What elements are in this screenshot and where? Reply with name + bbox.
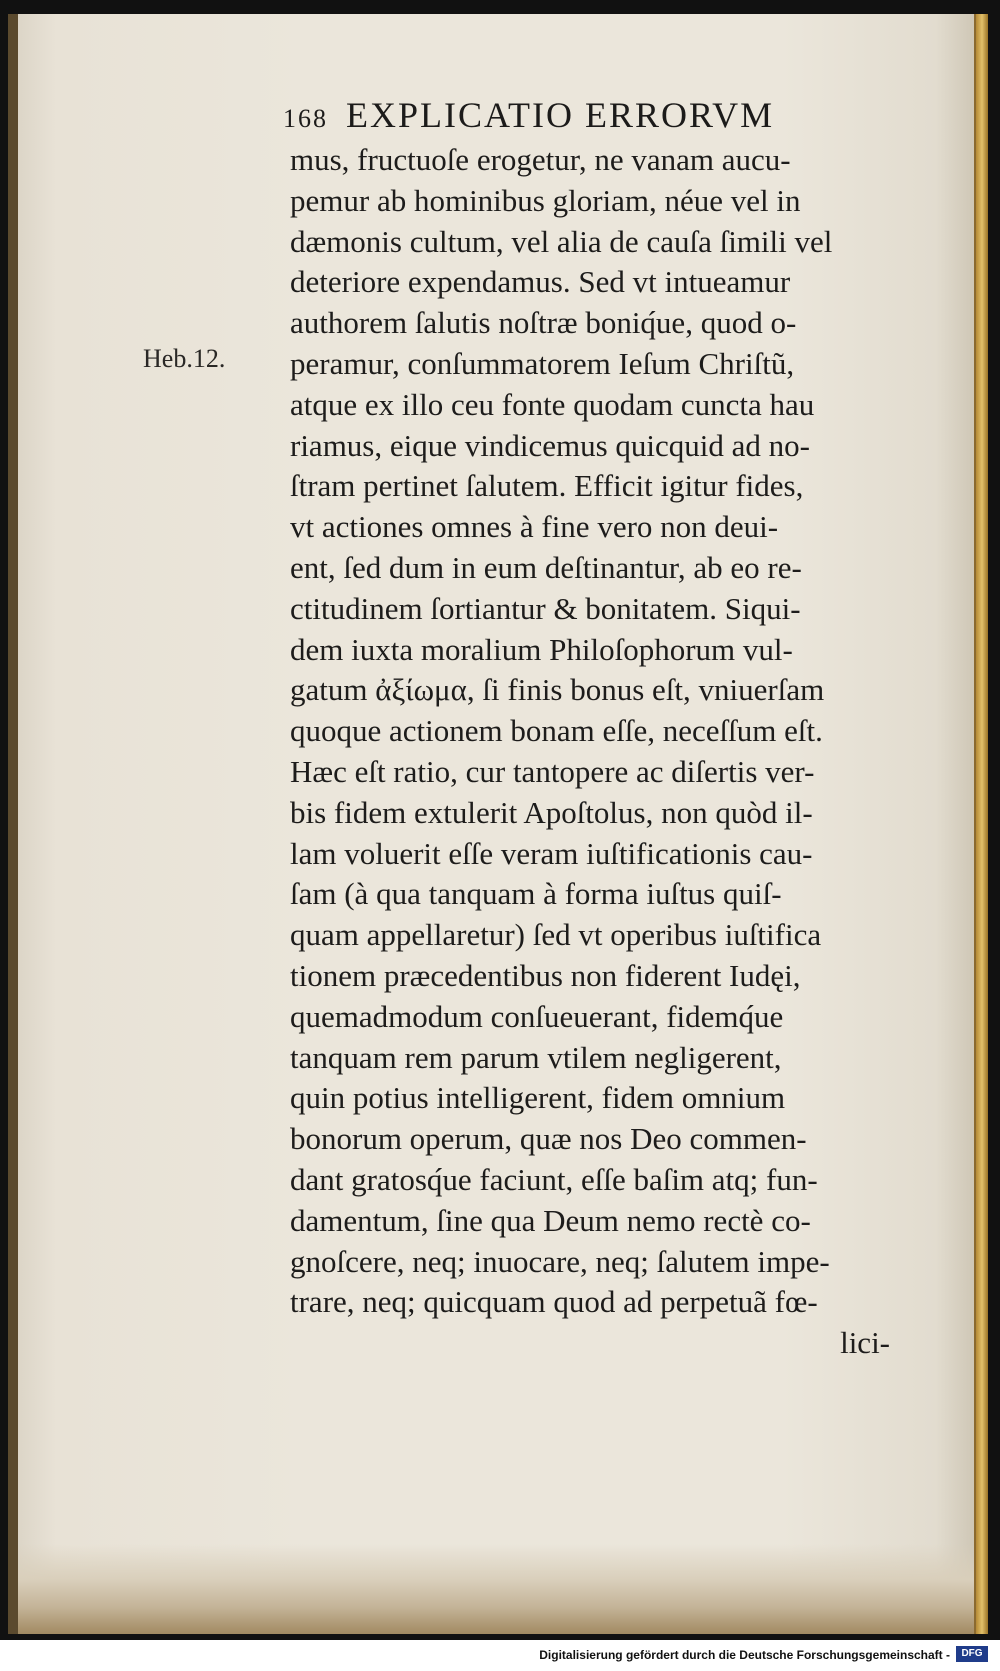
- text-line: gatum ἀξίωμα, ſi finis bonus eſt, vniuerſam: [290, 672, 825, 708]
- marginal-note: Heb.12.: [143, 344, 226, 373]
- text-line: damentum, ſine qua Deum nemo rectè co-: [290, 1202, 811, 1238]
- text-line: quin potius intelligerent, fidem omnium: [290, 1080, 786, 1116]
- text-line: peramur, conſummatorem Ieſum Chriſtũ,: [290, 345, 795, 381]
- text-line: bis fidem extulerit Apoſtolus, non quòd il-: [290, 794, 813, 830]
- catchword: lici-: [840, 1325, 890, 1361]
- text-line: mus, fructuoſe erogetur, ne vanam aucu-: [290, 142, 791, 177]
- header-title: EXPLICATIO ERRORVM: [346, 95, 775, 135]
- text-line: quemadmodum conſueuerant, fidemq́ue: [290, 998, 784, 1034]
- text-line: gnoſcere, neq; inuocare, neq; ſalutem impe-: [290, 1243, 830, 1279]
- text-line: riamus, eique vindicemus quicquid ad no-: [290, 427, 810, 463]
- text-line: pemur ab hominibus gloriam, néue vel in: [290, 182, 801, 218]
- text-line: tanquam rem parum vtilem negligerent,: [290, 1039, 782, 1075]
- text-line: Hæc eſt ratio, cur tantopere ac diſertis ver-: [290, 753, 815, 789]
- dfg-logo-icon: DFG: [956, 1646, 988, 1662]
- text-line: vt actiones omnes à fine vero non deui-: [290, 509, 779, 545]
- text-line: dem iuxta moralium Philoſophorum vul-: [290, 631, 793, 667]
- gilt-page-edge: [976, 14, 988, 1634]
- text-line: bonorum operum, quæ nos Deo commen-: [290, 1121, 807, 1157]
- text-line: ſtram pertinet ſalutem. Efficit igitur fides,: [290, 468, 804, 504]
- funding-credit: Digitalisierung gefördert durch die Deutsche Forschungsgemeinschaft -: [539, 1648, 950, 1662]
- text-line: quoque actionem bonam eſſe, neceſſum eſt.: [290, 713, 823, 749]
- text-line: deteriore expendamus. Sed vt intueamur: [290, 264, 791, 300]
- digitization-footer: [0, 1640, 1000, 1671]
- text-line: ſam (à qua tanquam à forma iuſtus quiſ-: [290, 876, 782, 912]
- text-line: lam voluerit eſſe veram iuſtificationis cau-: [290, 835, 813, 871]
- text-line: atque ex illo ceu fonte quodam cuncta hau: [290, 386, 815, 422]
- text-line: dæmonis cultum, vel alia de cauſa ſimili vel: [290, 223, 833, 259]
- text-line: tionem præcedentibus non fiderent Iudęi,: [290, 957, 801, 993]
- text-line: dant gratosq́ue faciunt, eſſe baſim atq; fun-: [290, 1161, 818, 1197]
- body-text: [290, 140, 930, 1364]
- text-line: authorem ſalutis noſtræ boniq́ue, quod o-: [290, 305, 797, 341]
- text-line: trare, neq; quicquam quod ad perpetuã fœ-: [290, 1284, 818, 1320]
- text-line: ent, ſed dum in eum deſtinantur, ab eo re-: [290, 549, 802, 585]
- page-number: 168: [283, 104, 328, 133]
- text-line: ctitudinem ſortiantur & bonitatem. Siqui-: [290, 590, 801, 626]
- running-header: [283, 94, 903, 136]
- text-line: quam appellaretur) ſed vt operibus iuſtifica: [290, 917, 822, 953]
